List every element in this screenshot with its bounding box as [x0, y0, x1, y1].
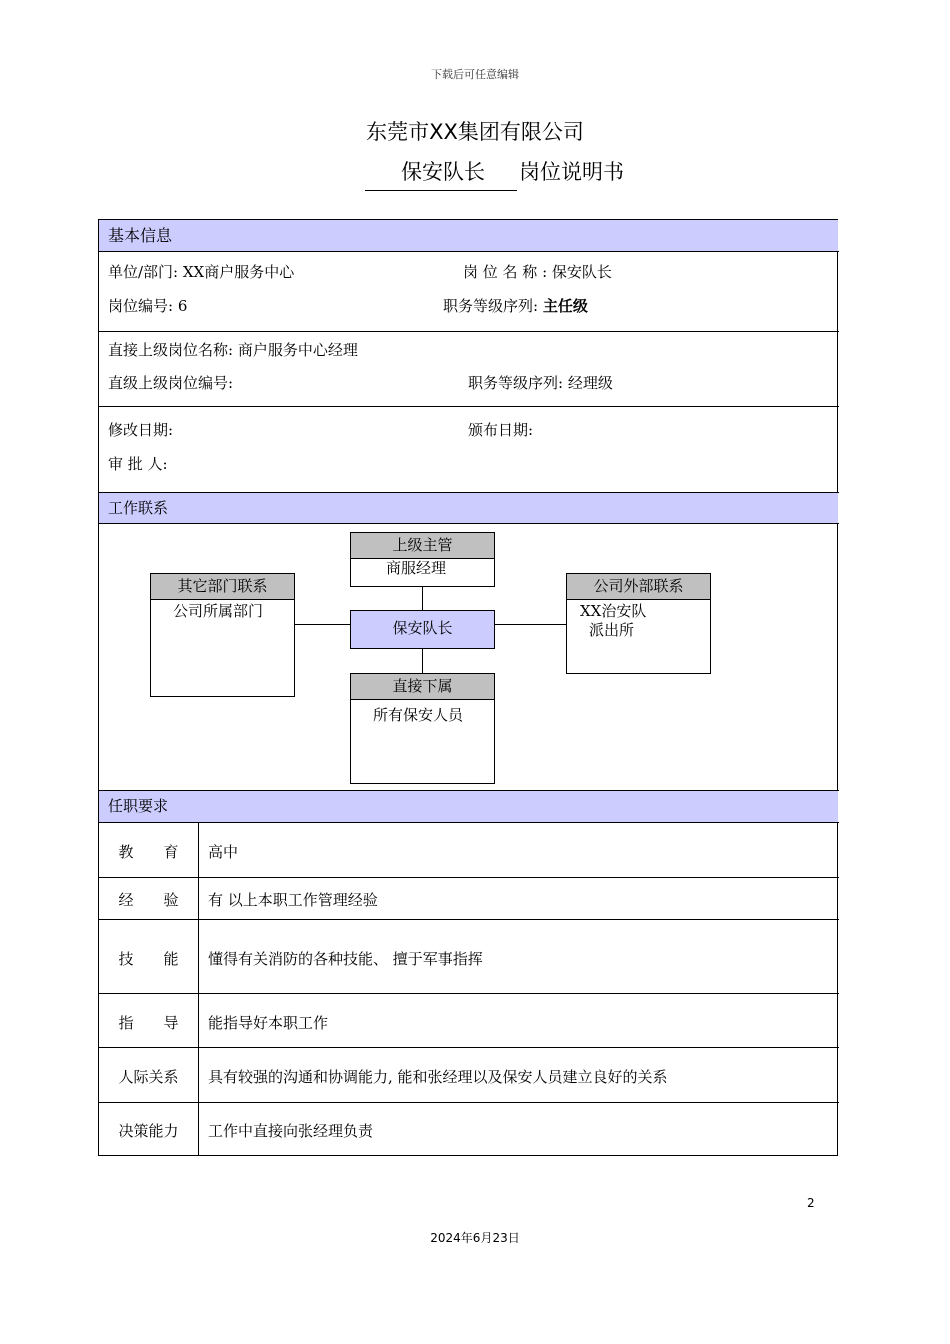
box-subordinate-head: 直接下属 [351, 674, 494, 700]
req-value-relations: 具有较强的沟通和协调能力, 能和张经理以及保安人员建立良好的关系 [208, 1068, 668, 1086]
superior-no: 直级上级岗位编号: [108, 374, 234, 392]
box-other-dept [150, 573, 295, 697]
req-label-education: 教 育 [118, 843, 179, 861]
superior-grade: 职务等级序列: 经理级 [468, 374, 613, 392]
req-label-experience: 经 验 [118, 891, 179, 909]
divider [98, 251, 839, 252]
column-divider [198, 822, 199, 1156]
section-work-relations: 工作联系 [99, 493, 838, 523]
revise-date: 修改日期: [108, 421, 174, 439]
box-other-dept-body: 公司所属部门 [173, 602, 264, 620]
box-external [566, 573, 711, 674]
divider [98, 1102, 839, 1103]
section-basic-info: 基本信息 [99, 220, 838, 251]
divider [98, 919, 839, 920]
box-subordinate [350, 673, 495, 784]
grade [443, 295, 588, 316]
req-label-guidance: 指 导 [118, 1014, 179, 1032]
box-supervisor-head: 上级主管 [351, 533, 494, 559]
divider [98, 993, 839, 994]
divider [98, 523, 839, 524]
divider [98, 822, 839, 823]
connector-left [294, 624, 351, 625]
position-title: 保安队长 [365, 156, 517, 191]
page-number: 2 [807, 1196, 815, 1210]
company-title: 东莞市XX集团有限公司 [366, 120, 584, 144]
grade-value: 主任级 [542, 297, 588, 315]
grade-label: 职务等级序列: [443, 297, 543, 315]
document-title [365, 156, 624, 191]
box-external-body-1: XX治安队 [580, 602, 647, 620]
section-requirements: 任职要求 [99, 791, 838, 822]
req-value-guidance: 能指导好本职工作 [208, 1014, 329, 1032]
req-label-decision: 决策能力 [118, 1122, 179, 1140]
divider [98, 1047, 839, 1048]
position-no: 岗位编号: 6 [108, 297, 188, 315]
connector-top [422, 586, 423, 611]
position-name: 岗 位 名 称 : 保安队长 [463, 263, 612, 281]
title-suffix: 岗位说明书 [519, 160, 624, 184]
unit-dept: 单位/部门: XX商户服务中心 [108, 263, 295, 281]
box-supervisor-body: 商服经理 [386, 559, 447, 577]
req-value-decision: 工作中直接向张经理负责 [208, 1122, 374, 1140]
divider [98, 331, 839, 332]
superior-name: 直接上级岗位名称: 商户服务中心经理 [108, 341, 358, 359]
issue-date: 颁布日期: [468, 421, 534, 439]
box-subordinate-body: 所有保安人员 [373, 706, 464, 724]
footer-date: 2024年6月23日 [430, 1231, 520, 1245]
req-label-relations: 人际关系 [118, 1068, 179, 1086]
connector-right [494, 624, 567, 625]
req-value-education: 高中 [208, 843, 239, 861]
box-external-body-2: 派出所 [589, 621, 635, 639]
approver: 审 批 人: [108, 455, 168, 473]
box-center-position: 保安队长 [350, 610, 495, 649]
box-supervisor [350, 532, 495, 587]
box-other-dept-head: 其它部门联系 [151, 574, 294, 600]
req-value-skills: 懂得有关消防的各种技能、 擅于军事指挥 [208, 950, 483, 968]
req-label-skills: 技 能 [118, 950, 179, 968]
req-value-experience: 有 以上本职工作管理经验 [208, 891, 378, 909]
divider [98, 877, 839, 878]
connector-bottom [422, 649, 423, 674]
header-note: 下载后可任意编辑 [431, 68, 519, 81]
divider [98, 406, 839, 407]
box-external-head: 公司外部联系 [567, 574, 710, 600]
